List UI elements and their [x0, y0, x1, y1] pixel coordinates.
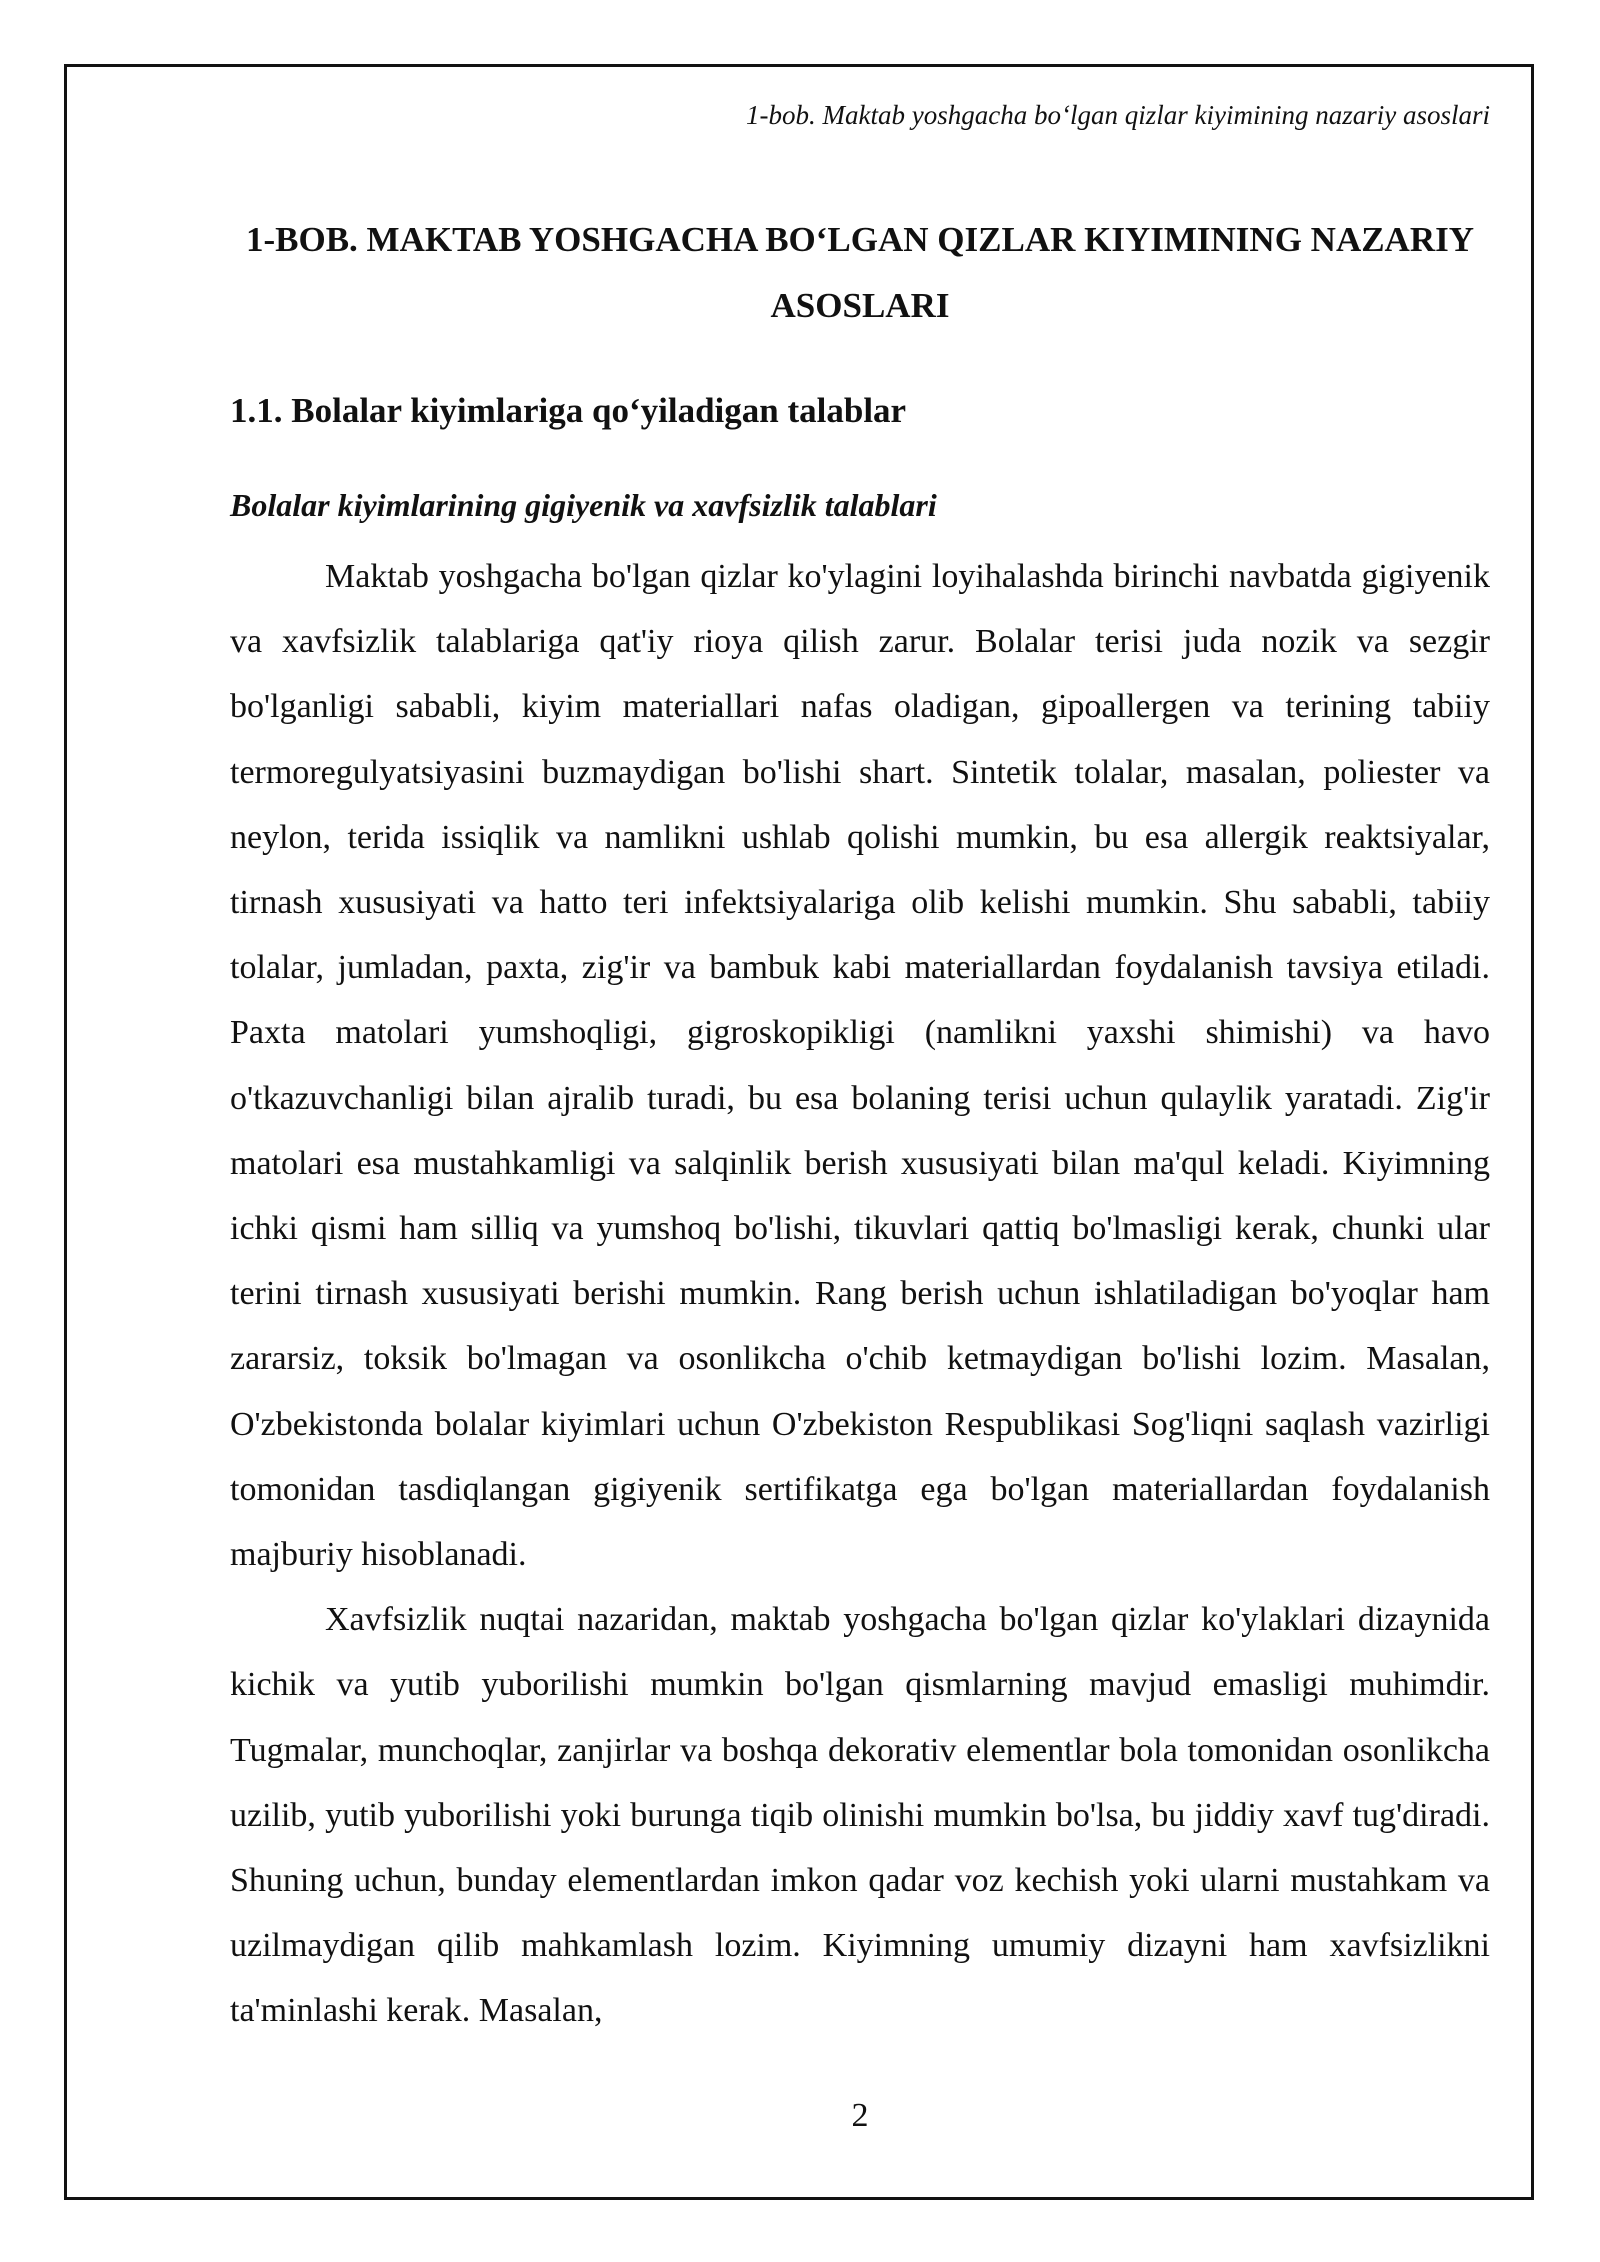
- paragraph-safety: Xavfsizlik nuqtai nazaridan, maktab yoshgacha bo'lgan qizlar ko'ylaklari dizaynida kichik va yutib yuborilishi mumkin bo'lgan qismlarning mavjud emasligi muhimdir. Tugmalar, munchoqlar, zanjirlar va boshqa dekorativ elementlar bola tomonidan osonlikcha uzilib, yutib yuborilishi yoki burunga tiqib olinishi mumkin bo'lsa, bu jiddiy xavf tug'diradi. Shuning uchun, bunday elementlardan imkon qadar voz kechish yoki ularni mustahkam va uzilmaydigan qilib mahkamlash lozim. Kiyimning umumiy dizayni ham xavfsizlikni ta'minlashi kerak. Masalan,: [230, 1601, 1490, 2030]
- paragraph-hygiene: Maktab yoshgacha bo'lgan qizlar ko'ylagini loyihalashda birinchi navbatda gigiyenik va xavfsizlik talablariga qat'iy rioya qilish zarur. Bolalar terisi juda nozik va sezgir bo'lganligi sababli, kiyim materiallari nafas oladigan, gipoallergen va terining tabiiy termoregulyatsiyasini buzmaydigan bo'lishi shart. Sintetik tolalar, masalan, poliester va neylon, terida issiqlik va namlikni ushlab qolishi mumkin, bu esa allergik reaktsiyalar, tirnash xususiyati va hatto teri infektsiyalariga olib kelishi mumkin. Shu sababli, tabiiy tolalar, jumladan, paxta, zig'ir va bambuk kabi materiallardan foydalanish tavsiya etiladi. Paxta matolari yumshoqligi, gigroskopikligi (namlikni yaxshi shimishi) va havo o'tkazuvchanligi bilan ajralib turadi, bu esa bolaning terisi uchun qulaylik yaratadi. Zig'ir matolari esa mustahkamligi va salqinlik berish xususiyati bilan ma'qul keladi. Kiyimning ichki qismi ham silliq va yumshoq bo'lishi, tikuvlari qattiq bo'lmasligi kerak, chunki ular terini tirnash xususiyati berishi mumkin. Rang berish uchun ishlatiladigan bo'yoqlar ham zararsiz, toksik bo'lmagan va osonlikcha o'chib ketmaydigan bo'lishi lozim. Masalan, O'zbekistonda bolalar kiyimlari uchun O'zbekiston Respublikasi Sog'liqni saqlash vazirligi tomonidan tasdiqlangan gigiyenik sertifikatga ega bo'lgan materiallardan foydalanish majburiy hisoblanadi.: [230, 558, 1490, 1574]
- page-number: 2: [851, 2097, 869, 2134]
- body-text: [230, 544, 1490, 2044]
- chapter-title: 1-BOB. MAKTAB YOSHGACHA BO‘LGAN QIZLAR KIYIMINING NAZARIY ASOSLARI: [245, 220, 1475, 325]
- running-header: 1-bob. Maktab yoshgacha bo‘lgan qizlar kiyimining nazariy asoslari: [746, 100, 1490, 130]
- section-title: 1.1. Bolalar kiyimlariga qo‘yiladigan talablar: [230, 391, 907, 430]
- subsection-title: Bolalar kiyimlarining gigiyenik va xavfsizlik talablari: [230, 487, 937, 523]
